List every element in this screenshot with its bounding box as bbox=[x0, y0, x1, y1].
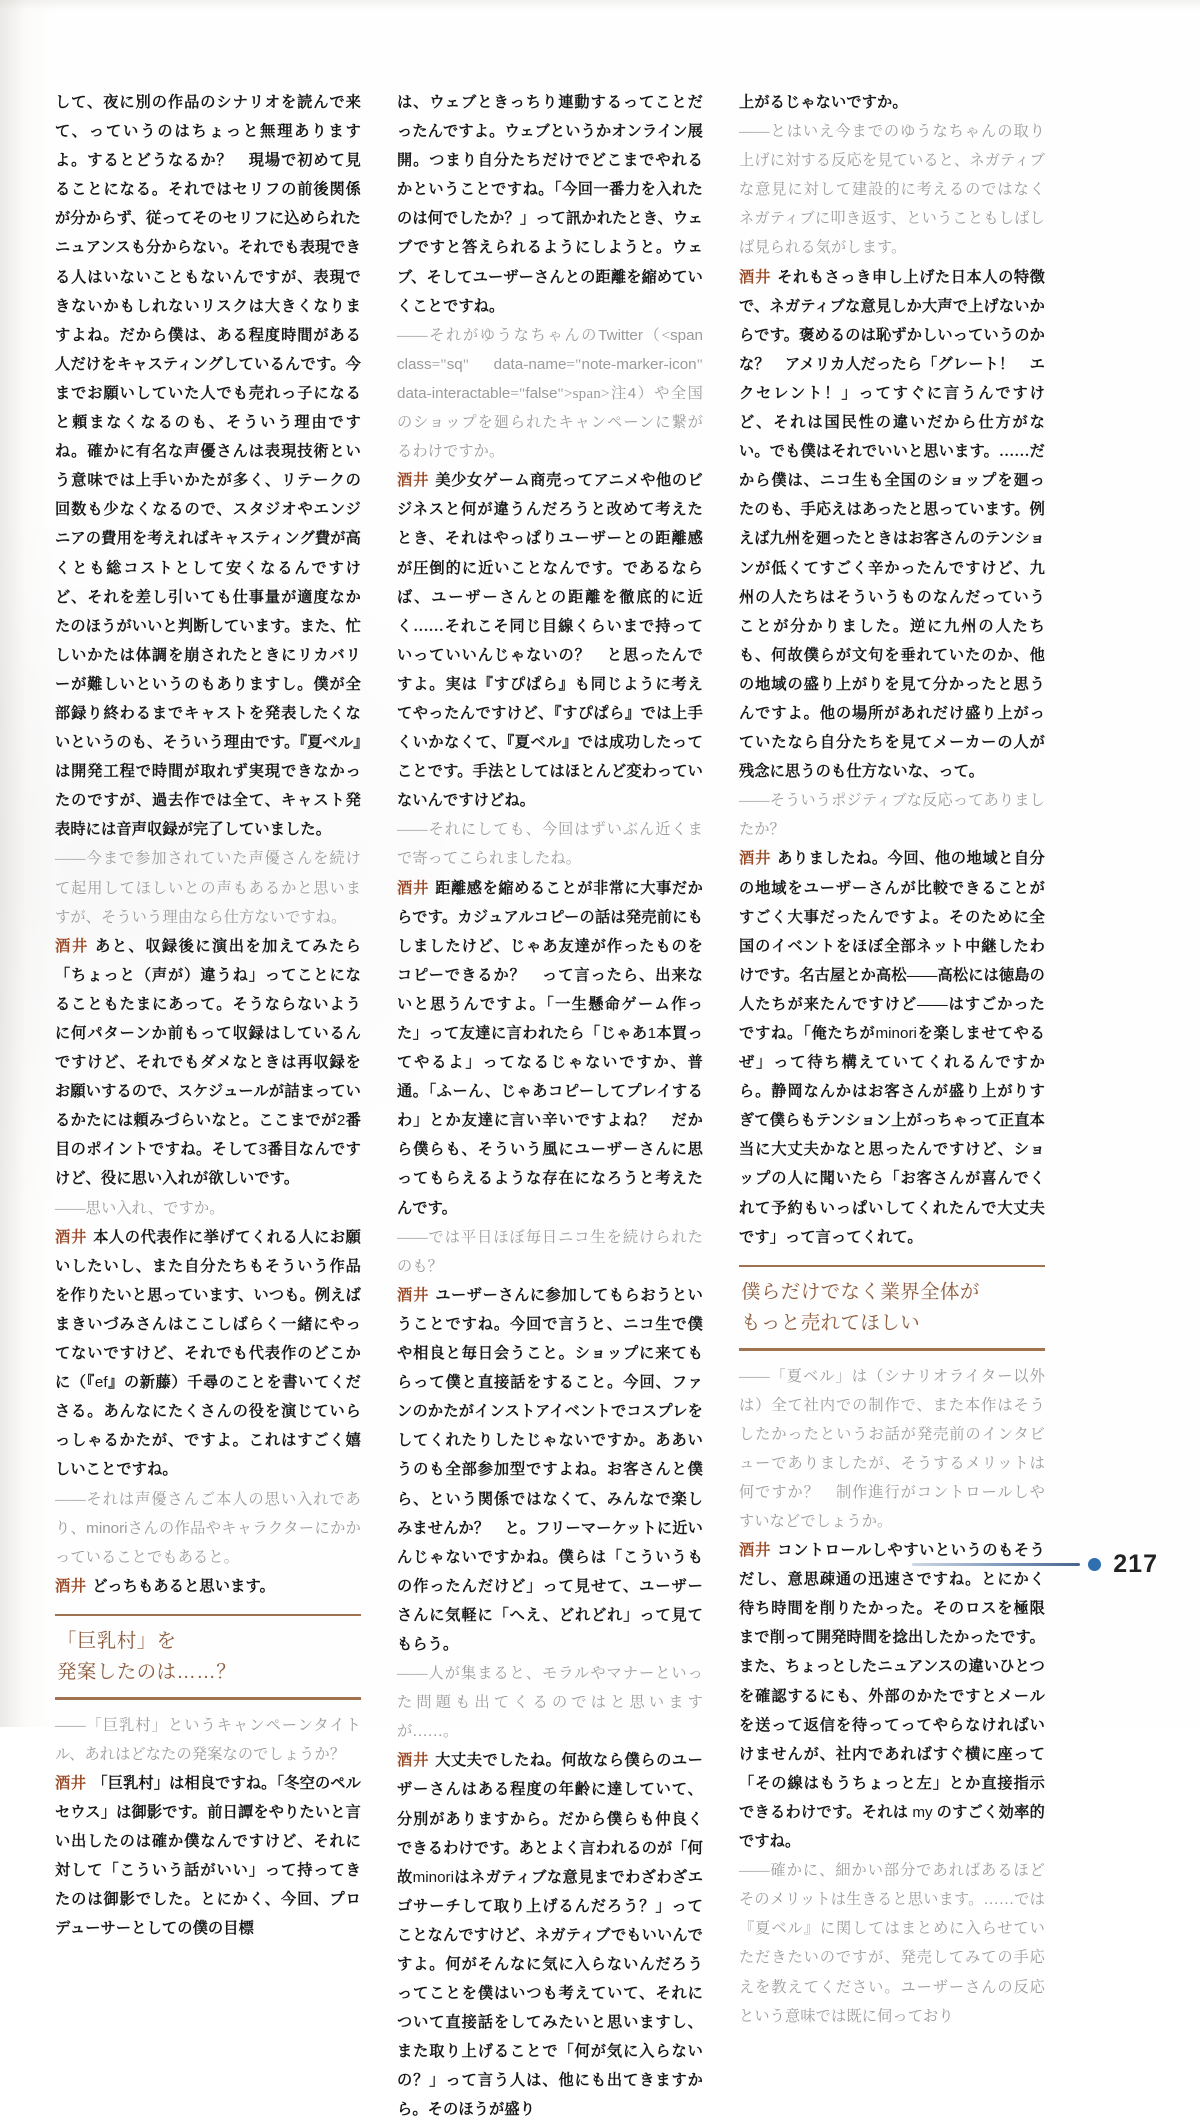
section-heading-line: 僕らだけでなく業界全体が bbox=[741, 1281, 980, 1304]
paragraph-text: ——それがゆうなちゃんのTwitter（<span class="sq" data-name="note-marker-icon" data-interactable="false">span bbox=[397, 326, 703, 402]
column-1 bbox=[55, 88, 361, 1938]
interview-answer-paragraph bbox=[55, 1572, 361, 1601]
speaker-label: 酒井 bbox=[739, 850, 772, 868]
speaker-label: 酒井 bbox=[739, 268, 772, 286]
latin-run: name bbox=[528, 355, 567, 373]
interviewer-question bbox=[55, 1485, 361, 1572]
speaker-label: 酒井 bbox=[55, 937, 90, 955]
interview-answer-paragraph bbox=[397, 874, 703, 1223]
interviewer-question bbox=[739, 1362, 1045, 1537]
paragraph-text: ——それは声優さんご本人の思い入れであり、minoriさんの作品やキャラクターにかかっていることでもあると。 bbox=[55, 1490, 361, 1566]
page-number: 217 bbox=[1113, 1550, 1158, 1578]
column-3 bbox=[739, 88, 1046, 2025]
column-2 bbox=[397, 88, 704, 2119]
interview-answer-paragraph bbox=[397, 466, 703, 815]
interview-answer-paragraph bbox=[739, 1536, 1045, 1856]
latin-run: 4 bbox=[627, 384, 637, 402]
interview-answer-paragraph bbox=[397, 1281, 703, 1659]
latin-run: class bbox=[397, 355, 432, 373]
interviewer-question bbox=[55, 844, 361, 931]
latin-run: 1 bbox=[647, 1025, 657, 1042]
paragraph-text: どっちもあると思います。 bbox=[92, 1577, 275, 1595]
speaker-label: 酒井 bbox=[55, 1774, 87, 1792]
section-heading bbox=[739, 1265, 1045, 1351]
section-heading-line: もっと売れてほしい bbox=[741, 1312, 921, 1335]
speaker-label: 酒井 bbox=[397, 472, 430, 490]
interview-answer-paragraph bbox=[739, 88, 1045, 117]
section-heading-rule-bottom bbox=[55, 1697, 361, 1699]
folio-dot-icon bbox=[1088, 1558, 1101, 1571]
interviewer-question bbox=[739, 117, 1045, 262]
interview-answer-paragraph bbox=[739, 263, 1045, 787]
paragraph-text: ユーザーさんに参加してもらおうということですね。今回で言うと、ニコ生で僕や相良と毎日会うこと。ショップに来てもらって僕と直接話をすること。今回、ファンのかたがインストアイベントでコスプレをしてくれたりしたじゃないですか。ああいうのも全部参加型ですよね。お客さんと僕ら、という関係ではなくて、みんなで楽しみませんか？ と。フリーマーケットに近いんじゃないですかね。僕らは「こういうもの作ったんだけど」って見せて、ユーザーさんに気軽に「へえ、どれどれ」って見てもらう。 bbox=[397, 1286, 703, 1653]
section-heading-rule-bottom bbox=[739, 1348, 1045, 1350]
folio-rule bbox=[912, 1563, 1080, 1566]
paragraph-text: 上がるじゃないですか。 bbox=[739, 94, 908, 111]
latin-run: minori bbox=[86, 1519, 128, 1537]
speaker-label: 酒井 bbox=[397, 1752, 430, 1770]
latin-run: marker bbox=[616, 355, 664, 373]
interviewer-question bbox=[397, 1659, 703, 1746]
speaker-label: 酒井 bbox=[55, 1228, 88, 1246]
page-gutter-shadow bbox=[0, 0, 26, 1727]
paragraph-text: 「巨乳村」は相良ですね。「冬空のペルセウス」は御影です。前日譚をやりたいと言い出したのは確か僕なんですけど、それに対して「こういう話がいい」って持ってきたのは御影でした。とにかく、今回、プロデューサーとしての僕の目標 bbox=[55, 1774, 361, 1938]
speaker-label: 酒井 bbox=[397, 1286, 430, 1304]
latin-run: minori bbox=[412, 1868, 454, 1886]
paragraph-text: は、ウェブときっちり連動するってことだったんですよ。ウェブというかオンライン展開。つまり自分たちだけでどこまでやれるかということですね。「今回一番力を入れたのは何でしたか？」って訊かれたとき、ウェブですと答えられるようにしようと。ウェブ、そしてユーザーさんとの距離を縮めていくことですね。 bbox=[397, 94, 703, 315]
latin-run: Twitter bbox=[598, 326, 643, 344]
paragraph-text: 本人の代表作に挙げてくれる人にお願いしたいし、また自分たちもそういう作品を作りたいと思っています、いつも。例えばまきいづみさんはここしばらく一緒にやってないですけど、それでも代表作のどこかに（『ef』の新藤）千尋のことを書いてくださる。あんなにたくさんの役を演じていらっしゃるかたが、ですよ。これはすごく嬉しいことですね。 bbox=[55, 1228, 361, 1479]
section-heading-title bbox=[739, 1267, 1045, 1348]
interviewer-question bbox=[739, 1856, 1045, 2031]
latin-run: ef bbox=[94, 1374, 108, 1392]
interview-answer-paragraph bbox=[55, 1769, 361, 1944]
interviewer-question bbox=[55, 1711, 361, 1769]
interviewer-question bbox=[55, 1194, 361, 1223]
paragraph-text: ありましたね。今回、他の地域と自分の地域をユーザーさんが比較できることがすごく大事だったんですよ。そのために全国のイベントをほぼ全部ネット中継したわけです。名古屋とか高松——高松には徳島の人たちが来たんですけど——はすごかったですね。「俺たちがminoriを楽しませてやるぜ」って待ち構えていてくれるんですから。静岡なんかはお客さんが盛り上がりすぎて僕らもテンション上がっちゃって正直本当に大丈夫かなと思ったんですけど、ショップの人に聞いたら「お客さんが喜んでくれて予約もいっぱいしてくれたんで大丈夫です」って言ってくれて。 bbox=[739, 850, 1046, 1246]
latin-run: data bbox=[493, 355, 524, 373]
latin-run: minori bbox=[875, 1025, 917, 1042]
interview-answer-paragraph bbox=[55, 88, 361, 844]
paragraph-text: 距離感を縮めることが非常に大事だからです。カジュアルコピーの話は発売前にもしましたけど、じゃあ友達が作ったものをコピーできるか？ って言ったら、出来ないと思うんですよ。「一生懸命ゲーム作った」って友達に言われたら「じゃあ1本買ってやるよ」ってなるじゃないですか、普通。「ふーん、じゃあコピーしてプレイするわ」とか友達に言い辛いですよね？ だから僕らも、そういう風にユーザーさんに思ってもらえるような存在になろうと考えたんです。 bbox=[397, 879, 703, 1217]
interviewer-question bbox=[739, 786, 1045, 844]
paragraph-text: ——それにしても、今回はずいぶん近くまで寄ってこられましたね。 bbox=[397, 821, 703, 868]
interview-answer-paragraph bbox=[397, 1746, 703, 2124]
paragraph-text: ——そういうポジティブな反応ってありましたか？ bbox=[739, 792, 1045, 839]
interview-answer-paragraph bbox=[739, 844, 1045, 1251]
paragraph-text: 美少女ゲーム商売ってアニメや他のビジネスと何が違うんだろうと改めて考えたとき、それはやっぱりユーザーとの距離感が圧倒的に近いことなんです。であるならば、ユーザーさんとの距離を徹底的に近く……それこそ同じ目線くらいまで持っていっていいんじゃないの？ と思ったんですよ。実は『すぴぱら』も同じように考えてやったんですけど、『すぴぱら』では上手くいかなくて、『夏ベル』では成功したってことです。手法としてはほとんど変わっていないんですけどね。 bbox=[397, 472, 704, 810]
section-heading-title bbox=[55, 1616, 361, 1697]
speaker-label: 酒井 bbox=[55, 1577, 87, 1595]
latin-run: interactable bbox=[431, 384, 511, 402]
latin-run: 2 bbox=[336, 1112, 346, 1130]
paragraph-text: ——確かに、細かい部分であればあるほどそのメリットは生きると思います。……では『夏ベル』に関してはまとめに入らせていただきたいのですが、発売してみての手応えを教えてください。ユーザーさんの反応という意味では既に伺っており bbox=[739, 1862, 1045, 2025]
text-columns bbox=[55, 88, 1046, 2119]
paragraph-text: それもさっき申し上げた日本人の特徴で、ネガティブな意見しか大声で上げないからです。褒めるのは恥ずかしいっていうのかな？ アメリカ人だったら「グレート！ エクセレント！」ってすぐに言うんですけど、それは国民性の違いだから仕方がない。でも僕はそれでいいと思います。……だから僕は、ニコ生も全国のショップを廻ったのも、手応えはあったと思っています。例えば九州を廻ったときはお客さんのテンションが低くてすごく辛かったんですけど、九州の人たちはそういうものなんだっていうことが分かりました。逆に九州の人たちも、何故僕らが文句を垂れていたのか、他の地域の盛り上がりを見て分かったと思うんですよ。他の場所があれだけ盛り上がっていたなら自分たちを見てメーカーの人が残念に思うのも仕方ないな、って。 bbox=[739, 268, 1045, 781]
section-heading-line: 発案したのは……？ bbox=[57, 1661, 237, 1684]
paragraph-text: ——人が集まると、モラルやマナーといった問題も出てくるのではと思いますが……。 bbox=[397, 1665, 703, 1741]
speaker-label: 酒井 bbox=[739, 1542, 772, 1560]
latin-run: icon bbox=[668, 355, 697, 373]
latin-run: 3 bbox=[258, 1141, 268, 1159]
latin-run: false bbox=[525, 384, 558, 402]
paragraph-text: ——「夏ベル」は（シナリオライター以外は）全て社内での制作で、また本作はそうしたかったというお話が発売前のインタビューでありましたが、そうするメリットは何ですか？ 制作進行がコントロールしやすいなどでしょうか。 bbox=[739, 1367, 1045, 1530]
paragraph-text: ——とはいえ今までのゆうなちゃんの取り上げに対する反応を見ていると、ネガティブな意見に対して建設的に考えるのではなくネガティブに叩き返す、ということもしばしば見られる気がします。 bbox=[739, 123, 1045, 257]
paragraph-text: あと、収録後に演出を加えてみたら「ちょっと（声が）違うね」ってことになることもたまにあって。そうならないように何パターンか前もって収録はしているんですけど、それでもダメなときは再収録をお願いするので、スケジュールが詰まっているかたには頼みづらいなと。ここまでが2番目のポイントですね。そして3番目なんですけど、役に思い入れが欲しいです。 bbox=[55, 937, 361, 1188]
latin-run: sq bbox=[446, 355, 463, 373]
paragraph-text: ——では平日ほぼ毎日ニコ生を続けられたのも？ bbox=[397, 1228, 703, 1275]
interviewer-question bbox=[397, 815, 703, 873]
interview-answer-paragraph bbox=[397, 88, 703, 321]
speaker-label: 酒井 bbox=[397, 879, 430, 897]
paragraph-text: ——今まで参加されていた声優さんを続けて起用してほしいとの声もあるかと思いますが、そういう理由なら仕方ないですね。 bbox=[55, 850, 361, 926]
interviewer-question bbox=[397, 1223, 703, 1281]
interview-answer-paragraph bbox=[55, 932, 361, 1194]
page-top-edge-shadow bbox=[0, 0, 1200, 10]
latin-run: span bbox=[670, 326, 703, 344]
paragraph-text: 大丈夫でしたね。何故なら僕らのユーザーさんはある程度の年齢に達していて、分別がありますから。だから僕らも仲良くできるわけです。あとよく言われるのが「何故minoriはネガティブな意見までわざわざエゴサーチして取り上げるんだろう？」ってことなんですけど、ネガティブでもいいんですよ。何がそんなに気に入らないんだろうってことを僕はいつも考えていて、それについて直接話をしてみたいと思いますし、また取り上げることで「何が気に入らないの？」って言う人は、他にも出てきますから。そのほうが盛り bbox=[397, 1752, 703, 2119]
latin-run: my bbox=[912, 1803, 933, 1821]
paragraph-text: ——思い入れ、ですか。 bbox=[55, 1199, 225, 1217]
latin-run: note bbox=[581, 355, 612, 373]
latin-run: data bbox=[397, 384, 427, 402]
paragraph-text: ——「巨乳村」というキャンペーンタイトル、あれはどなたの発案なのでしょうか？ bbox=[55, 1716, 361, 1763]
section-heading bbox=[55, 1614, 361, 1700]
paragraph-text: コントロールしやすいというのもそうだし、意思疎通の迅速さですね。とにかく待ち時間を削りたかった。そのロスを極限まで削って開発時間を捻出したかったです。また、ちょっとしたニュアンスの違いひとつを確認するにも、外部のかたですとメールを送って返信を待ってってやらなければいけませんが、社内であればすぐ横に座って「その線はもうちょっと左」とか直接指示できるわけです。それは my のすごく効率的ですね。 bbox=[739, 1542, 1046, 1851]
page-folio bbox=[912, 1552, 1158, 1577]
interview-answer-paragraph bbox=[55, 1223, 361, 1485]
interviewer-question: ——それがゆうなちゃんのTwitter（<span class="sq" data-name="note-marker-icon" data-interactable="false">span>注4）や全国のショップを廻られたキャンペーンに繋がるわけですか。 bbox=[397, 326, 703, 461]
section-heading-line: 「巨乳村」を bbox=[57, 1630, 177, 1653]
paragraph-text: して、夜に別の作品のシナリオを読んで来て、っていうのはちょっと無理ありますよ。するとどうなるか？ 現場で初めて見ることになる。それではセリフの前後関係が分からず、従ってそのセリフに込められたニュアンスも分からない。それでも表現できる人はいないこともないんですが、表現できないかもしれないリスクは大きくなりますよね。だから僕は、ある程度時間がある人だけをキャスティングしているんです。今までお願いしていた人でも売れっ子になると頼まなくなるのも、そういう理由ですね。確かに有名な声優さんは表現技術という意味では上手いかたが多く、リテークの回数も少なくなるので、スタジオやエンジニアの費用を考えればキャスティング費が高くとも総コストとして安くなるんですけど、それを差し引いても仕事量が適度なかたのほうがいいと判断しています。また、忙しいかたは体調を崩されたときにリカバリーが難しいというのもありますし。僕が全部録り終わるまでキャストを発表したくないというのも、そういう理由です。『夏ベル』は開発工程で時間が取れず実現できなかったのですが、過去作では全て、キャスト発表時には音声収録が完了していました。 bbox=[55, 94, 361, 839]
